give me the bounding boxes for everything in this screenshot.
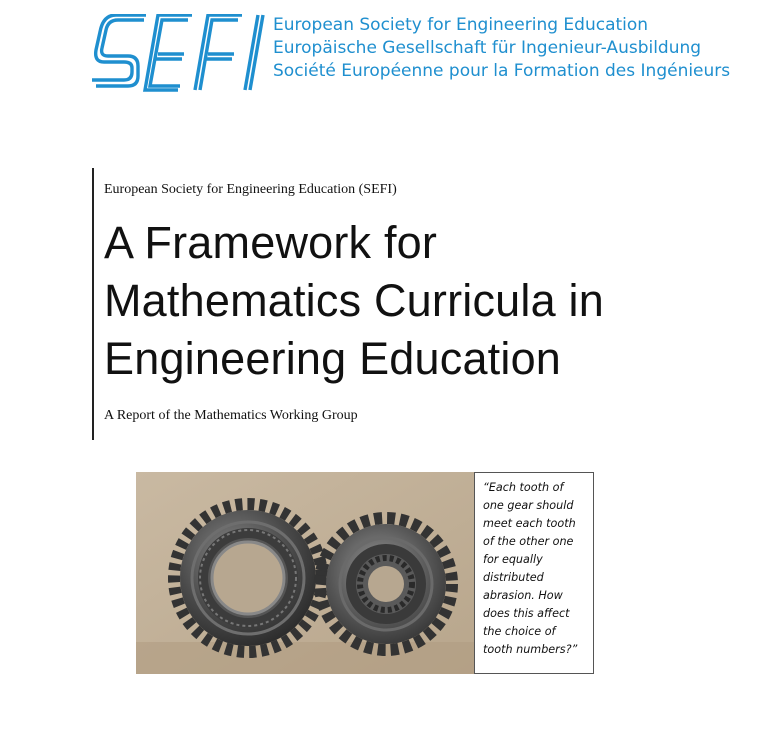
sefi-logo — [88, 14, 266, 92]
page-title — [104, 214, 724, 388]
quote-text — [483, 479, 585, 659]
quote-line: does this affect — [483, 607, 570, 620]
title-block — [92, 168, 734, 440]
quote-line: one gear should — [483, 499, 574, 512]
gears-photo — [136, 472, 474, 674]
quote-line: tooth numbers?” — [483, 643, 578, 656]
quote-line: “Each tooth of — [483, 481, 564, 494]
gears-image — [136, 472, 474, 674]
quote-line: distributed — [483, 571, 544, 584]
title-line-3: Engineering Education — [104, 333, 562, 384]
quote-box — [474, 472, 594, 674]
org-name-en: European Society for Engineering Education — [273, 15, 649, 35]
org-name-fr: Société Européenne pour la Formation des Ingénieurs — [273, 61, 731, 81]
quote-line: the choice of — [483, 625, 556, 638]
organization-names — [273, 14, 730, 83]
title-line-1: A Framework for — [104, 217, 438, 268]
title-line-2: Mathematics Curricula in — [104, 275, 604, 326]
quote-line: of the other one — [483, 535, 574, 548]
supertitle: European Society for Engineering Education (SEFI) — [104, 182, 397, 197]
header — [0, 0, 768, 110]
quote-line: abrasion. How — [483, 589, 563, 602]
subtitle: A Report of the Mathematics Working Group — [104, 408, 358, 423]
org-name-de: Europäische Gesellschaft für Ingenieur-Ausbildung — [273, 38, 702, 58]
quote-line: for equally — [483, 553, 543, 566]
quote-line: meet each tooth — [483, 517, 576, 530]
